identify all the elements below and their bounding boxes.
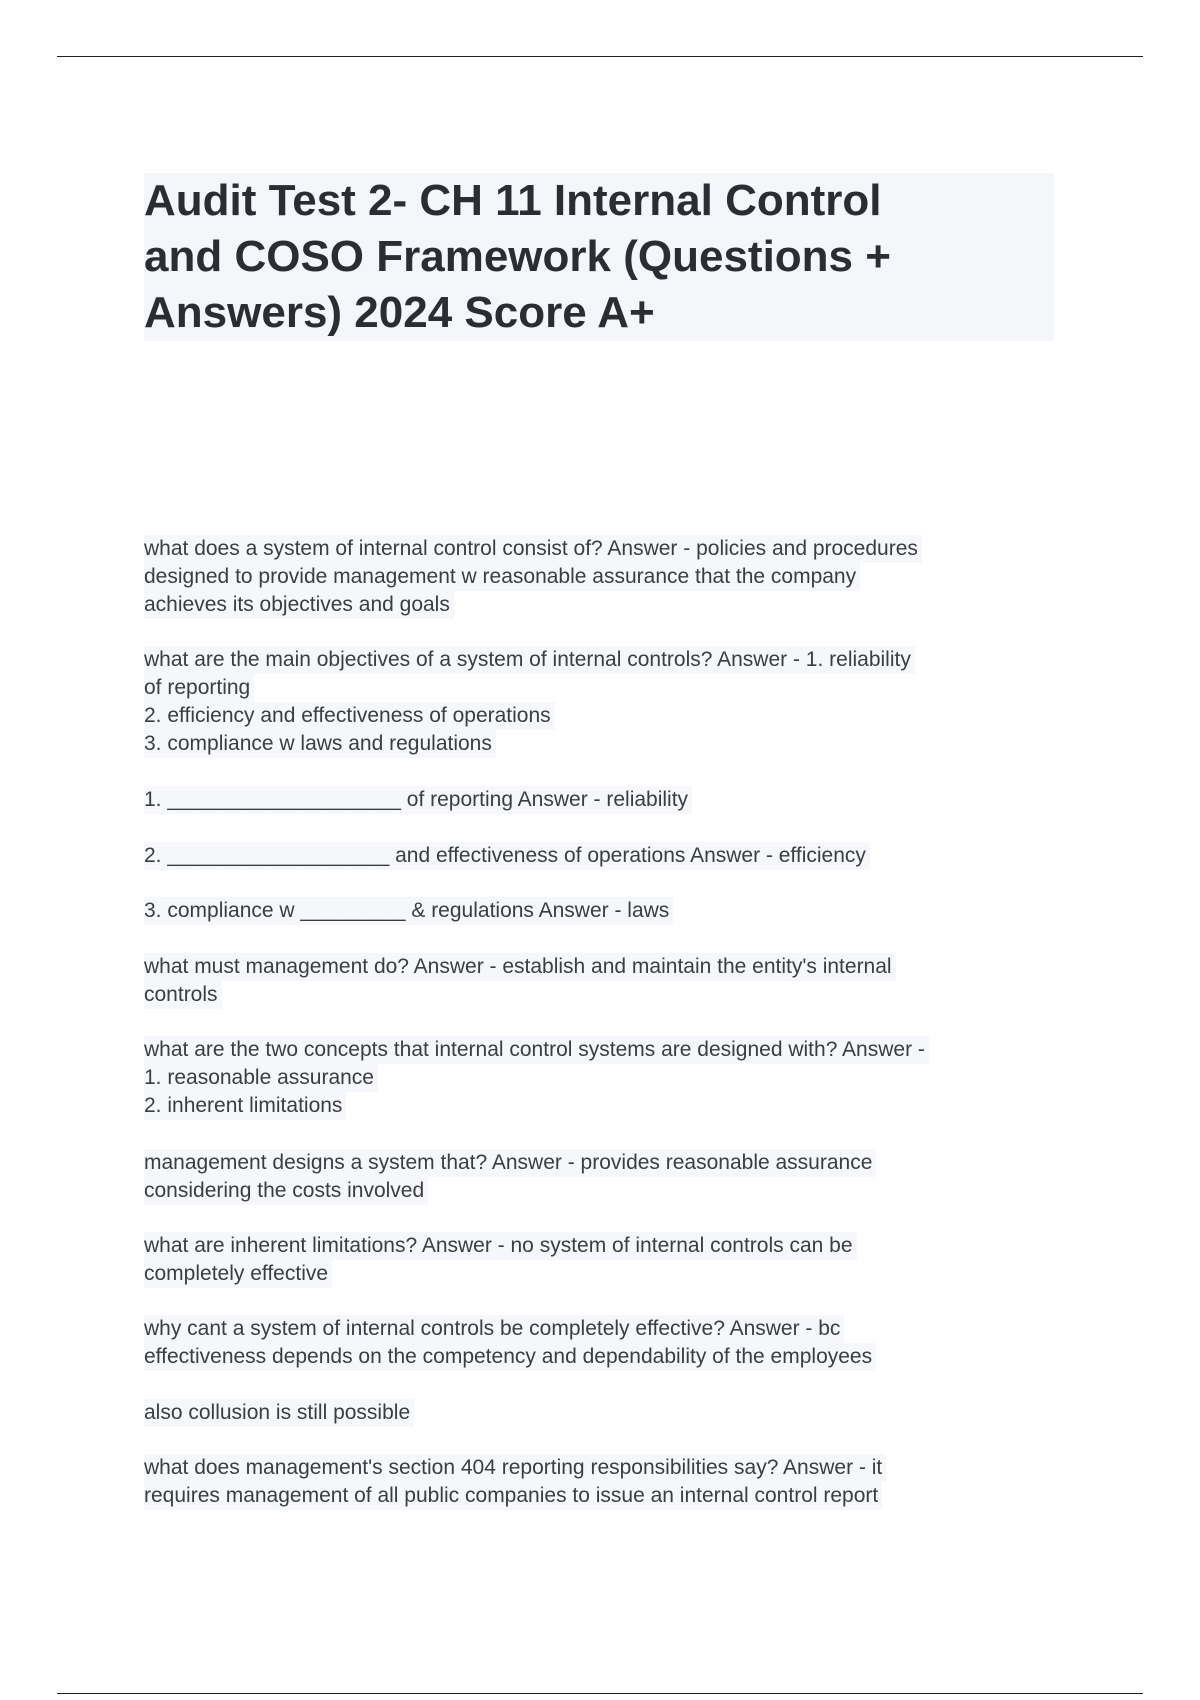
top-rule (57, 56, 1143, 57)
text-line: effectiveness depends on the competency and dependability of the employees (144, 1343, 876, 1371)
text-line: 2. efficiency and effectiveness of operations (144, 702, 555, 730)
text-line: also collusion is still possible (144, 1399, 414, 1427)
text-line: 1. reasonable assurance (144, 1064, 378, 1092)
text-line: management designs a system that? Answer - provides reasonable assurance (144, 1149, 876, 1177)
text-line: what are the main objectives of a system of internal controls? Answer - 1. reliability (144, 646, 915, 674)
text-line: what does management's section 404 reporting responsibilities say? Answer - it (144, 1454, 886, 1482)
text-line: requires management of all public companies to issue an internal control report (144, 1482, 882, 1510)
bottom-rule (57, 1693, 1143, 1694)
title-line-3: Answers) 2024 Score A+ (144, 288, 655, 337)
title-line-1: Audit Test 2- CH 11 Internal Control (144, 176, 882, 225)
text-line: what are the two concepts that internal control systems are designed with? Answer - (144, 1036, 929, 1064)
document-title (144, 173, 1054, 341)
text-line: what must management do? Answer - establish and maintain the entity's internal (144, 953, 896, 981)
text-line: achieves its objectives and goals (144, 591, 454, 619)
text-line: controls (144, 981, 222, 1009)
text-line: 3. compliance w _________ & regulations Answer - laws (144, 897, 673, 925)
text-line: designed to provide management w reasonable assurance that the company (144, 563, 860, 591)
text-line: 3. compliance w laws and regulations (144, 730, 496, 758)
text-line: why cant a system of internal controls be completely effective? Answer - bc (144, 1315, 844, 1343)
text-line: of reporting (144, 674, 254, 702)
text-line: 2. ___________________ and effectiveness of operations Answer - efficiency (144, 842, 870, 870)
text-line: 1. ____________________ of reporting Answer - reliability (144, 786, 692, 814)
title-line-2: and COSO Framework (Questions + (144, 232, 891, 281)
text-line: what are inherent limitations? Answer - no system of internal controls can be (144, 1232, 857, 1260)
text-line: considering the costs involved (144, 1177, 428, 1205)
text-line: what does a system of internal control consist of? Answer - policies and procedures (144, 535, 922, 563)
text-line: completely effective (144, 1260, 332, 1288)
text-line: 2. inherent limitations (144, 1092, 346, 1120)
